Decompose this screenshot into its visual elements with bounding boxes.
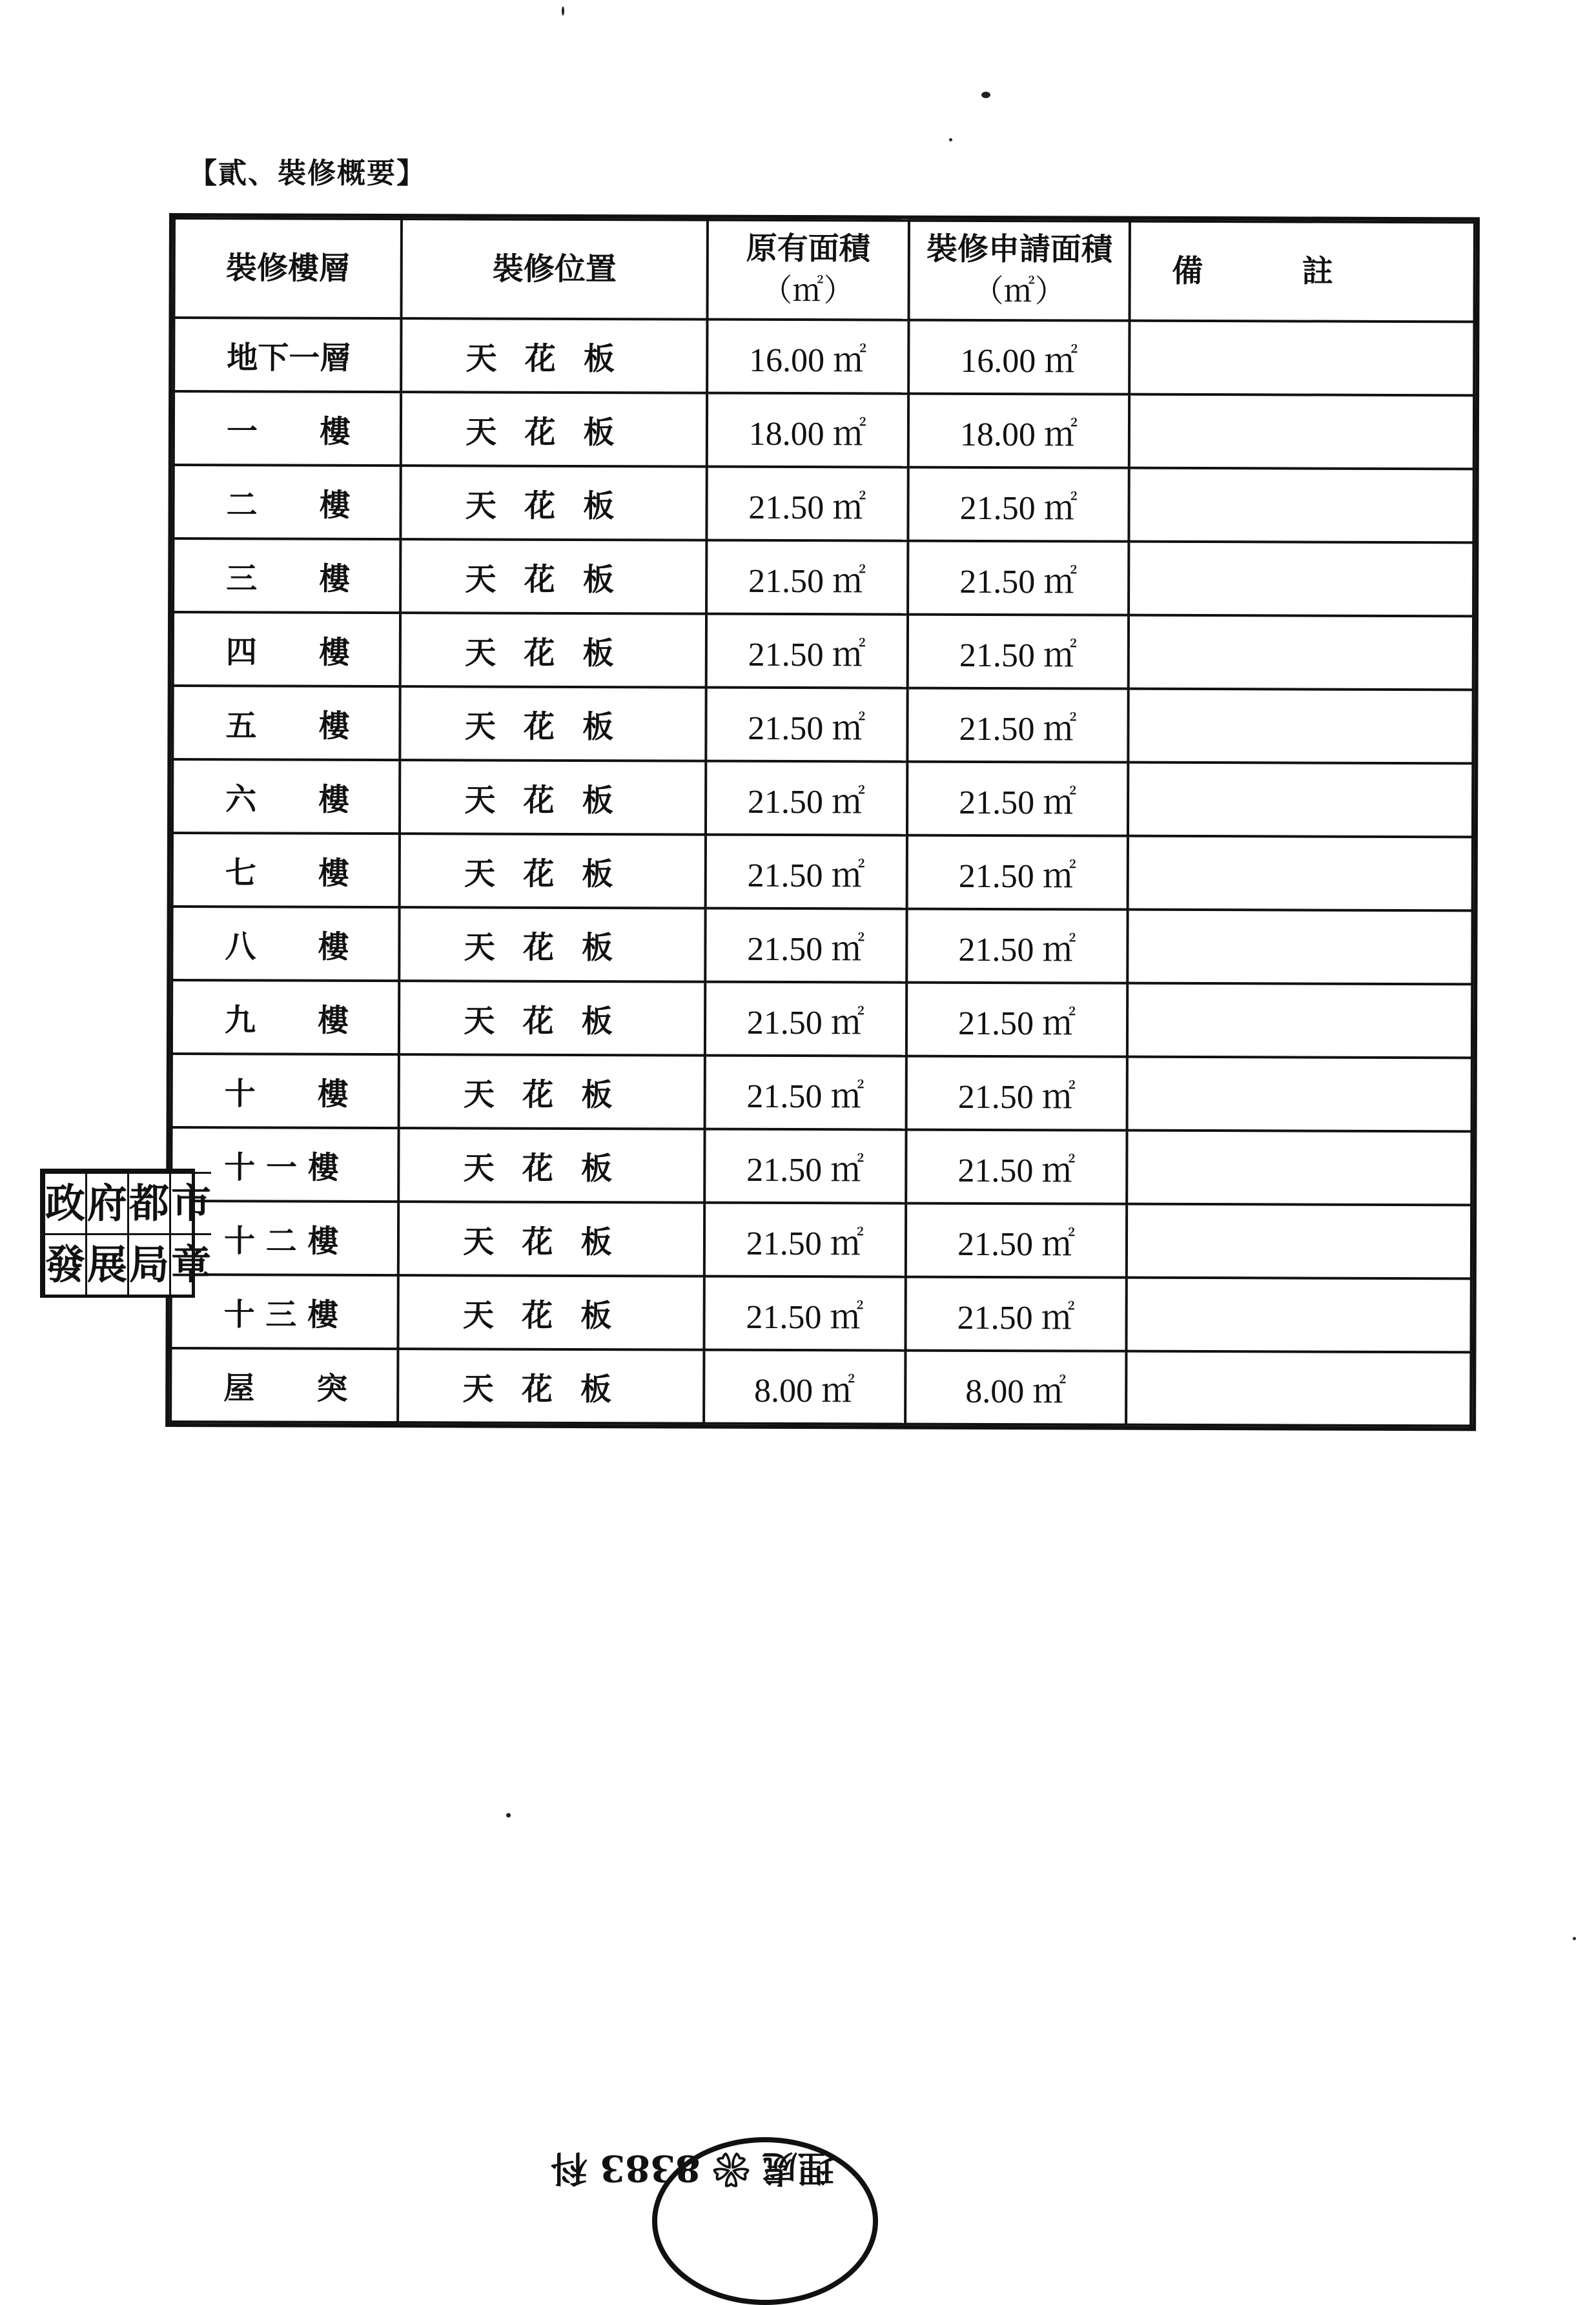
cell-location: 天花板 (402, 318, 708, 393)
cell-remarks (1129, 321, 1474, 396)
header-original-area-line1: 原有面積 (746, 230, 870, 267)
cell-location: 天花板 (399, 1054, 705, 1129)
official-seal-stamp (40, 1169, 212, 1298)
seal-char: 都 (127, 1172, 169, 1233)
cell-applied-area: 21.50 ㎡ (906, 1056, 1127, 1131)
seal-char: 市 (169, 1172, 211, 1233)
round-seal-stamp (551, 2137, 878, 2305)
table-row (173, 538, 1473, 616)
cell-original-area: 21.50 ㎡ (706, 467, 908, 541)
cell-location: 天花板 (401, 392, 707, 466)
seal-char: 政 (43, 1172, 85, 1233)
table-row (172, 907, 1472, 984)
cell-applied-area: 18.00 ㎡ (908, 394, 1130, 468)
seal-char: 發 (43, 1233, 85, 1295)
table-row (170, 1275, 1471, 1352)
cell-applied-area: 21.50 ㎡ (906, 983, 1128, 1057)
cell-remarks (1129, 615, 1473, 690)
cell-floor: 八 樓 (172, 907, 400, 981)
cell-location: 天花板 (400, 686, 706, 761)
cell-remarks (1127, 1278, 1471, 1353)
table-row (171, 1201, 1471, 1278)
cell-remarks (1128, 836, 1473, 911)
round-seal-text: 理處 ❀ 8383 科 (551, 2147, 834, 2189)
seal-char: 局 (127, 1233, 169, 1295)
cell-applied-area: 21.50 ㎡ (908, 541, 1129, 615)
cell-floor: 二 樓 (173, 465, 401, 539)
cell-remarks (1129, 542, 1473, 617)
scan-speck (949, 138, 952, 141)
cell-applied-area: 21.50 ㎡ (906, 1204, 1127, 1278)
cell-original-area: 21.50 ㎡ (704, 1276, 906, 1351)
cell-remarks (1127, 1057, 1472, 1132)
cell-floor: 一 樓 (174, 391, 402, 466)
header-location: 裝修位置 (402, 219, 708, 319)
cell-floor: 地下一層 (174, 318, 402, 392)
table-row (172, 1054, 1472, 1131)
cell-location: 天花板 (399, 1128, 705, 1202)
table-row (170, 1348, 1471, 1426)
cell-location: 天花板 (398, 1349, 704, 1423)
cell-location: 天花板 (401, 466, 707, 540)
table-row (173, 612, 1473, 690)
table-row (171, 1127, 1471, 1205)
cell-original-area: 21.50 ㎡ (704, 1129, 906, 1204)
cell-remarks (1127, 1204, 1471, 1279)
cell-floor: 十 二 樓 (171, 1201, 399, 1275)
cell-remarks (1128, 763, 1473, 837)
scan-speck (981, 92, 990, 98)
cell-remarks (1126, 1351, 1471, 1426)
table-body (170, 318, 1474, 1426)
table-row (172, 980, 1472, 1058)
cell-original-area: 21.50 ㎡ (704, 1056, 906, 1130)
cell-location: 天花板 (398, 1275, 704, 1349)
cell-floor: 六 樓 (172, 759, 400, 834)
cell-remarks (1127, 1131, 1471, 1205)
cell-original-area: 21.50 ㎡ (706, 761, 908, 835)
cell-applied-area: 21.50 ㎡ (905, 1277, 1127, 1351)
header-original-area-line2: （㎡） (761, 272, 855, 309)
renovation-summary-table (165, 213, 1480, 1431)
renovation-table (169, 217, 1476, 1427)
table-row (172, 686, 1473, 763)
scan-speck (562, 6, 564, 15)
cell-original-area: 21.50 ㎡ (705, 835, 907, 909)
table-row (173, 465, 1473, 542)
cell-location: 天花板 (400, 907, 706, 981)
cell-applied-area: 21.50 ㎡ (908, 615, 1129, 689)
header-original-area (707, 220, 909, 320)
scan-speck (1573, 1937, 1576, 1940)
cell-original-area: 21.50 ㎡ (706, 540, 908, 615)
header-remarks: 備註 (1130, 221, 1475, 322)
cell-original-area: 8.00 ㎡ (704, 1350, 906, 1424)
cell-remarks (1129, 689, 1473, 764)
cell-floor: 十 一 樓 (171, 1127, 399, 1202)
cell-floor: 四 樓 (173, 612, 401, 686)
cell-original-area: 16.00 ㎡ (707, 320, 909, 394)
table-row (174, 391, 1474, 469)
table-header-row (174, 218, 1474, 322)
cell-location: 天花板 (400, 834, 706, 908)
cell-original-area: 21.50 ㎡ (706, 614, 908, 688)
cell-location: 天花板 (400, 613, 706, 687)
cell-floor: 屋 突 (170, 1348, 398, 1422)
cell-applied-area: 21.50 ㎡ (906, 835, 1128, 910)
cell-applied-area: 16.00 ㎡ (908, 320, 1130, 394)
cell-applied-area: 21.50 ㎡ (907, 688, 1129, 763)
cell-remarks (1128, 910, 1473, 985)
cell-floor: 九 樓 (172, 980, 400, 1054)
cell-original-area: 21.50 ㎡ (705, 982, 907, 1056)
cell-floor: 五 樓 (172, 686, 400, 760)
table-row (172, 833, 1473, 910)
cell-floor: 七 樓 (172, 833, 400, 907)
header-applied-area-line2: （㎡） (972, 272, 1066, 310)
header-applied-area (908, 221, 1130, 321)
cell-floor: 三 樓 (173, 538, 401, 613)
header-floor: 裝修樓層 (174, 218, 402, 318)
table-row (174, 318, 1474, 395)
cell-original-area: 18.00 ㎡ (706, 393, 908, 467)
cell-remarks (1129, 468, 1474, 543)
cell-original-area: 21.50 ㎡ (706, 688, 908, 762)
cell-remarks (1129, 394, 1474, 469)
header-applied-area-line1: 裝修申請面積 (926, 230, 1112, 268)
seal-char: 章 (169, 1233, 211, 1295)
cell-applied-area: 21.50 ㎡ (908, 467, 1129, 542)
cell-applied-area: 21.50 ㎡ (907, 762, 1129, 836)
section-title: 【貳、裝修概要】 (189, 157, 426, 190)
cell-original-area: 21.50 ㎡ (705, 908, 907, 983)
scan-speck (506, 1813, 511, 1818)
cell-applied-area: 21.50 ㎡ (906, 909, 1128, 983)
cell-floor: 十 樓 (172, 1054, 400, 1128)
cell-location: 天花板 (398, 1202, 704, 1276)
cell-remarks (1127, 983, 1472, 1058)
seal-char: 展 (85, 1233, 127, 1295)
cell-location: 天花板 (400, 760, 706, 834)
cell-floor: 十 三 樓 (170, 1275, 398, 1349)
table-row (172, 759, 1473, 837)
cell-original-area: 21.50 ㎡ (704, 1203, 906, 1277)
cell-applied-area: 8.00 ㎡ (905, 1351, 1127, 1425)
cell-applied-area: 21.50 ㎡ (906, 1130, 1127, 1204)
cell-location: 天花板 (399, 981, 705, 1055)
seal-char: 府 (85, 1172, 127, 1233)
cell-location: 天花板 (400, 539, 706, 613)
